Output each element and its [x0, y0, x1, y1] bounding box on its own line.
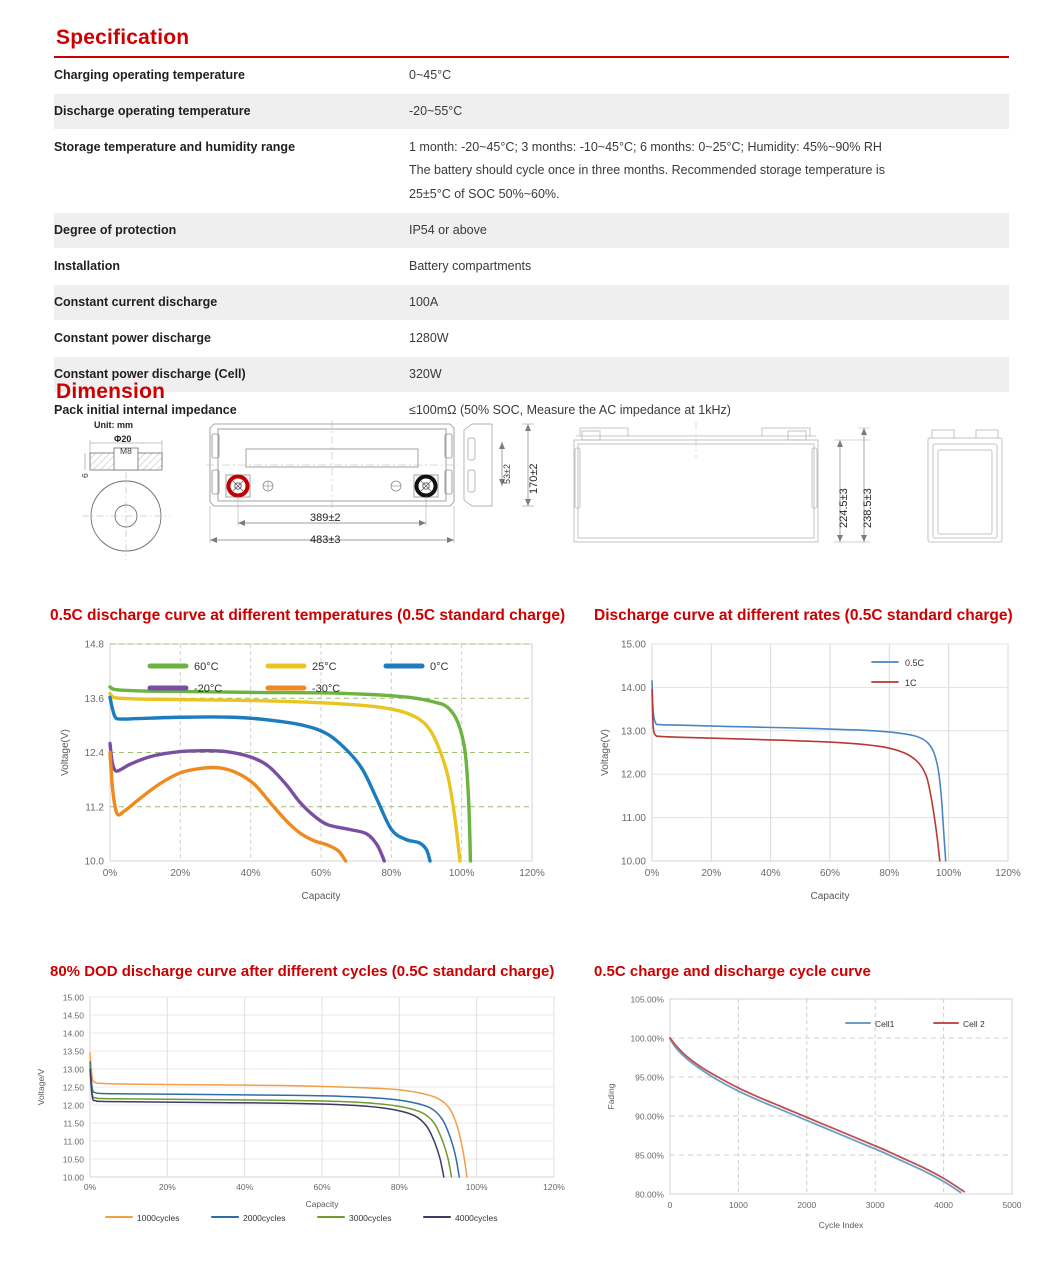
y-tick-label: 10.50 [62, 1154, 84, 1165]
x-tick-label: 1000 [728, 1200, 748, 1211]
y-tick-label: 12.50 [62, 1082, 84, 1093]
y-tick-label: 80.00% [635, 1189, 664, 1200]
x-tick-label: 120% [519, 868, 545, 880]
legend-label: 1C [905, 678, 917, 689]
unit-note: Unit: mm [94, 420, 133, 430]
terminal-detail-view [72, 420, 192, 560]
y-tick-label: 12.00 [620, 769, 646, 781]
chart-cycle [594, 960, 1024, 1244]
front-view-outer-dimension: 238.5±3 [862, 488, 874, 528]
chart-temperature-title: 0.5C discharge curve at different temperatures (0.5C standard charge) [50, 607, 566, 624]
x-tick-label: 4000 [934, 1200, 954, 1211]
top-view-drawing [202, 418, 502, 558]
chart-dod-title: 80% DOD discharge curve after different cycles (0.5C standard charge) [50, 963, 555, 980]
y-tick-label: 10.00 [620, 856, 646, 868]
chart-dod [28, 960, 568, 1239]
legend-label: 0.5C [905, 658, 925, 669]
y-tick-label: 10.00 [62, 1172, 84, 1183]
specification-table [54, 58, 1009, 429]
chart-dod-canvas [28, 989, 568, 1239]
x-tick-label: 40% [760, 868, 781, 880]
x-tick-label: 40% [240, 868, 261, 880]
x-tick-label: 3000 [865, 1200, 885, 1211]
legend-label: 60°C [194, 661, 219, 674]
x-axis-label: Capacity [810, 891, 850, 903]
y-tick-label: 105.00% [630, 994, 664, 1005]
legend-label: 0°C [430, 661, 449, 674]
y-axis-label: Voltage/V [36, 1069, 46, 1106]
table-row [54, 284, 1009, 320]
terminal-thickness-label: 6 [80, 473, 90, 478]
y-tick-label: 11.2 [85, 802, 104, 814]
y-tick-label: 15.00 [620, 639, 646, 651]
end-view [914, 418, 1024, 558]
spec-value: 320W [409, 357, 1009, 393]
dimension-drawings [54, 412, 1014, 562]
chart-temperature [50, 604, 570, 909]
legend-label: Cell1 [875, 1019, 895, 1030]
legend-label: 25°C [312, 661, 337, 674]
spec-key: Storage temperature and humidity range [54, 130, 409, 212]
front-view-dimensions [824, 418, 904, 558]
y-tick-label: 90.00% [635, 1111, 664, 1122]
legend-label: 4000cycles [455, 1213, 498, 1224]
spec-value: 1280W [409, 321, 1009, 357]
chart-cycle-canvas [594, 989, 1024, 1244]
y-tick-label: 13.00 [620, 726, 646, 738]
y-tick-label: 15.00 [62, 992, 84, 1003]
terminal-drawing [72, 420, 192, 560]
table-row [54, 58, 1009, 94]
x-tick-label: 0% [102, 868, 118, 880]
x-tick-label: 20% [158, 1182, 176, 1193]
spec-key: Degree of protection [54, 212, 409, 248]
table-row [54, 321, 1009, 357]
side-view-drawing [462, 418, 562, 558]
y-tick-label: 14.8 [84, 639, 104, 651]
front-view-drawing [566, 418, 826, 558]
x-tick-label: 60% [313, 1182, 331, 1193]
y-tick-label: 12.4 [84, 748, 104, 760]
x-axis-label: Capacity [301, 891, 341, 903]
spec-value: 1 month: -20~45°C; 3 months: -10~45°C; 6 months: 0~25°C; Humidity: 45%~90% RH The battery should cycle once in three months. Recommended storage temperature is 25±5°C of SOC 50%~60%. [409, 130, 1009, 212]
specification-heading: Specification [56, 26, 190, 49]
front-view-inner-dimension: 224.5±3 [838, 488, 850, 528]
spec-value: -20~55°C [409, 94, 1009, 130]
spec-key: Discharge operating temperature [54, 94, 409, 130]
y-tick-label: 95.00% [635, 1072, 664, 1083]
x-tick-label: 80% [390, 1182, 408, 1193]
y-tick-label: 12.00 [62, 1100, 84, 1111]
y-tick-label: 11.00 [621, 813, 646, 825]
y-tick-label: 14.00 [62, 1028, 84, 1039]
spec-value: 0~45°C [409, 58, 1009, 94]
top-view-outer-dimension: 483±3 [310, 534, 341, 546]
top-view [202, 418, 502, 558]
x-tick-label: 0 [667, 1200, 673, 1211]
y-tick-label: 100.00% [630, 1033, 664, 1044]
chart-cycle-title: 0.5C charge and discharge cycle curve [594, 963, 871, 980]
specification-section [54, 26, 1009, 429]
y-axis-label: Voltage(V) [60, 729, 71, 776]
legend-label: -20°C [194, 683, 223, 696]
y-tick-label: 13.6 [84, 693, 104, 705]
y-tick-label: 11.50 [63, 1118, 84, 1129]
y-tick-label: 14.00 [620, 682, 646, 694]
spec-value: IP54 or above [409, 212, 1009, 248]
x-tick-label: 80% [879, 868, 900, 880]
y-tick-label: 11.00 [63, 1136, 84, 1147]
x-tick-label: 60% [819, 868, 841, 880]
x-tick-label: 5000 [1002, 1200, 1022, 1211]
spec-key: Constant power discharge [54, 321, 409, 357]
terminal-diameter-label: Φ20 [114, 434, 132, 444]
y-axis-label: Fading [606, 1083, 616, 1110]
side-view-outer-dimension: 170±2 [528, 463, 540, 494]
y-tick-label: 10.0 [84, 856, 104, 868]
end-view-drawing [914, 418, 1024, 558]
x-tick-label: 40% [236, 1182, 254, 1193]
front-view [566, 418, 826, 558]
x-tick-label: 60% [310, 868, 332, 880]
spec-value: ≤100mΩ (50% SOC, Measure the AC impedance at 1kHz) [409, 393, 1009, 429]
y-tick-label: 13.50 [62, 1046, 84, 1057]
x-tick-label: 0% [644, 868, 660, 880]
spec-key: Charging operating temperature [54, 58, 409, 94]
x-tick-label: 120% [543, 1182, 565, 1193]
x-axis-label: Cycle Index [818, 1220, 864, 1231]
legend-label: Cell 2 [963, 1019, 985, 1030]
dimension-heading: Dimension [56, 380, 166, 403]
table-row [54, 94, 1009, 130]
top-view-inner-dimension: 389±2 [310, 512, 341, 524]
table-row [54, 212, 1009, 248]
table-row [54, 130, 1009, 212]
dimension-section [54, 380, 1014, 562]
x-tick-label: 100% [448, 868, 475, 880]
x-tick-label: 0% [83, 1182, 97, 1193]
side-view [462, 418, 562, 558]
chart-temperature-canvas [50, 634, 570, 909]
x-axis-label: Capacity [305, 1199, 339, 1210]
legend-label: 2000cycles [243, 1213, 286, 1224]
spec-key: Pack initial internal impedance [54, 393, 409, 429]
terminal-thread-label: M8 [120, 446, 132, 456]
x-tick-label: 20% [701, 868, 722, 880]
x-tick-label: 100% [465, 1182, 488, 1193]
y-tick-label: 14.50 [62, 1010, 84, 1021]
y-tick-label: 85.00% [635, 1150, 664, 1161]
x-tick-label: 20% [170, 868, 191, 880]
x-tick-label: 120% [995, 868, 1021, 880]
chart-rate-canvas [594, 634, 1024, 909]
legend-label: 3000cycles [349, 1213, 392, 1224]
spec-key: Installation [54, 248, 409, 284]
legend-label: -30°C [312, 683, 341, 696]
spec-value: 100A [409, 284, 1009, 320]
spec-value: Battery compartments [409, 248, 1009, 284]
spec-key: Constant current discharge [54, 284, 409, 320]
plot-area [670, 999, 1012, 1194]
spec-key: Constant power discharge (Cell) [54, 357, 409, 393]
legend-label: 1000cycles [137, 1213, 180, 1224]
x-tick-label: 2000 [797, 1200, 817, 1211]
y-tick-label: 13.00 [62, 1064, 84, 1075]
side-view-inner-dimension: 53±2 [502, 464, 512, 484]
table-row [54, 248, 1009, 284]
chart-rate-title: Discharge curve at different rates (0.5C standard charge) [594, 607, 1013, 624]
chart-rate [594, 604, 1024, 909]
x-tick-label: 80% [381, 868, 402, 880]
x-tick-label: 100% [935, 868, 962, 880]
y-axis-label: Voltage(V) [600, 729, 611, 776]
